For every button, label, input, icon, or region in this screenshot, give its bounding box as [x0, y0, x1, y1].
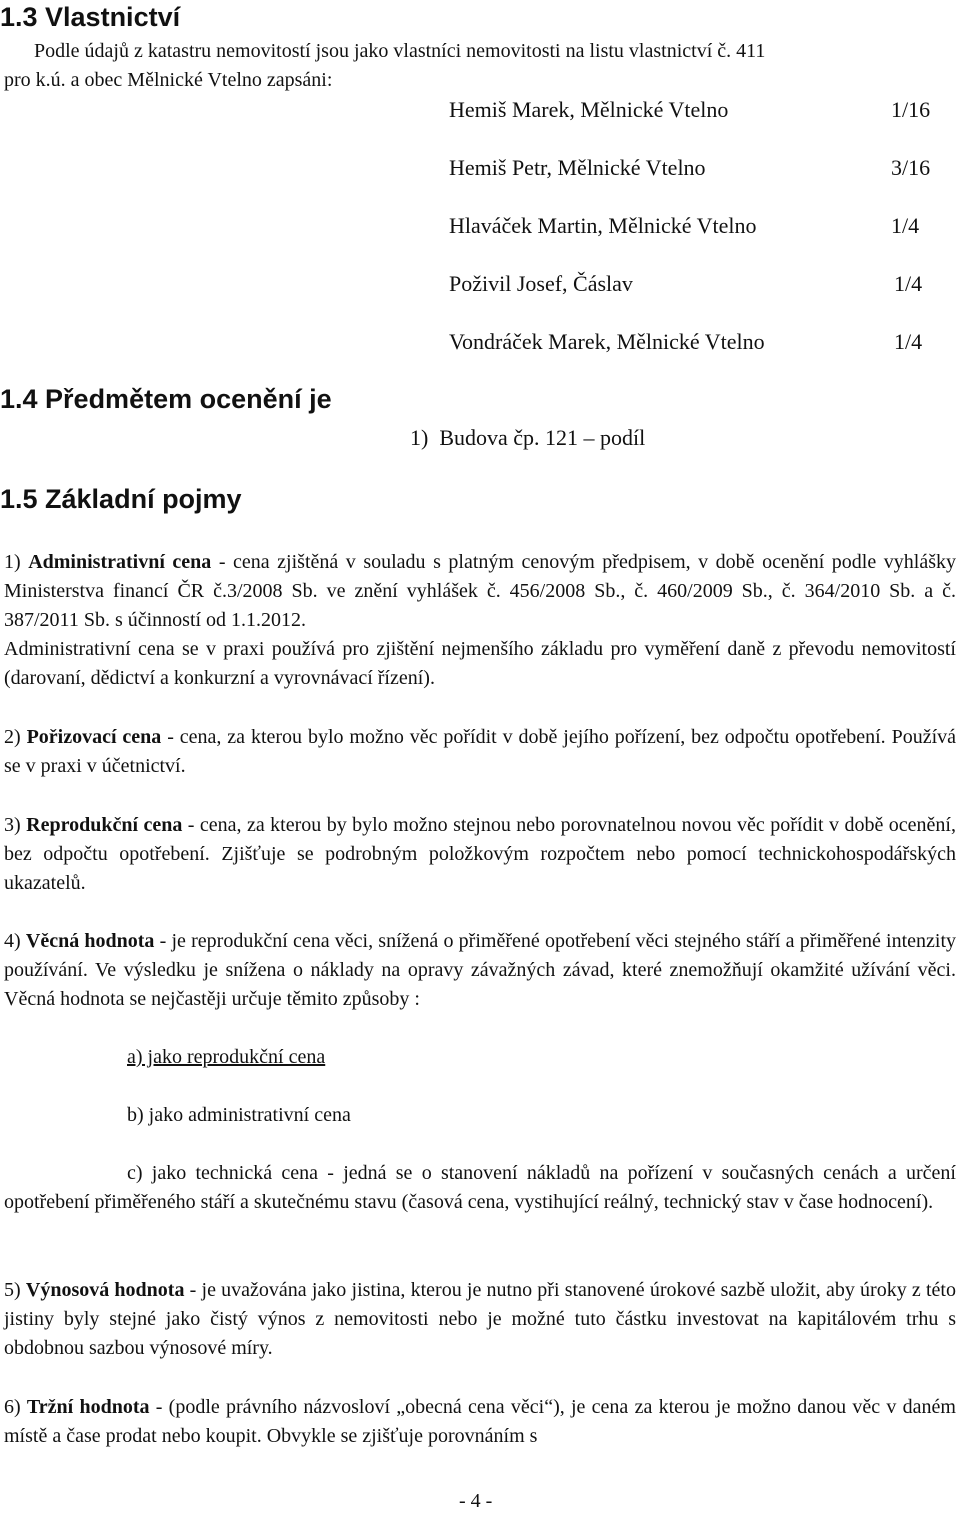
owner-row [449, 327, 939, 357]
page-number: - 4 - [459, 1490, 493, 1512]
owner-row [449, 211, 939, 241]
definition-text: - (podle právního názvosloví „obecná cena věci“), je cena za kterou je možno danou věc v daném místě a čase prodat nebo koupit. Obvykle se zjišťuje porovnáním s [4, 1396, 956, 1447]
owner-name: Hemiš Marek, Mělnické Vtelno [449, 97, 729, 122]
method-a: a) jako reprodukční cena [127, 1046, 326, 1068]
definition-term: Výnosová hodnota [25, 1279, 185, 1301]
definition-number: 2) [4, 726, 27, 748]
definition-number: 6) [4, 1396, 27, 1418]
section-title-1-3: 1.3 Vlastnictví [0, 2, 181, 32]
section-title-1-5: 1.5 Základní pojmy [0, 484, 242, 514]
definition-term: Administrativní cena [28, 551, 212, 573]
definition-number: 3) [4, 814, 27, 836]
definition-number: 4) [4, 930, 26, 952]
owner-name: Hlaváček Martin, Mělnické Vtelno [449, 213, 757, 238]
method-b: b) jako administrativní cena [127, 1104, 351, 1126]
owner-share: 1/4 [891, 213, 920, 238]
owner-share: 1/16 [891, 97, 931, 122]
definition-text: - cena zjištěná v souladu s platným cenovým předpisem, v době ocenění podle vyhlášky Ministerstva financí ČR č.3/2008 Sb. ve znění vyhlášek č. 456/2008 Sb., č. 460/2009 Sb., č. 364/2010 Sb. a č. 387/2011 Sb. s účinností od 1.1.2012. [4, 551, 956, 631]
definition-term: Reprodukční cena [26, 814, 183, 836]
definition-text: - je uvažována jako jistina, kterou je nutno při stanovené úrokové sazbě uložit, aby úroky z této jistiny byly stejné jako čistý výnos z nemovitosti nebo je možné tuto částku investovat na kapitálovém trhu s obdobnou sazbou výnosové míry. [4, 1279, 956, 1359]
owner-name: Hemiš Petr, Mělnické Vtelno [449, 155, 706, 180]
valuation-subject-item: 1) Budova čp. 121 – podíl [410, 425, 646, 450]
definition-administrative-price [4, 548, 956, 635]
definition-text: - cena, za kterou bylo možno věc pořídit v době jejího pořízení, bez odpočtu opotřebení. Používá se v praxi v účetnictví. [4, 726, 956, 777]
owner-row [449, 95, 939, 125]
definition-market-value [4, 1393, 956, 1451]
owner-share: 1/4 [894, 329, 923, 354]
owner-name: Vondráček Marek, Mělnické Vtelno [449, 329, 765, 354]
definition-number: 5) [4, 1279, 26, 1301]
definition-income-value [4, 1276, 956, 1363]
definition-term: Pořizovací cena [26, 726, 162, 748]
ownership-intro-line2: pro k.ú. a obec Mělnické Vtelno zapsáni: [4, 69, 333, 91]
definition-reproduction-price [4, 811, 956, 898]
definition-text: - je reprodukční cena věci, snížená o přiměřené opotřebení věci stejného stáří a přiměřené intenzity používání. Ve výsledku je snížena o náklady na opravy závažných závad, které znemožňují okamžité užívání věci. Věcná hodnota se nejčastěji určuje těmito způsoby : [4, 930, 957, 1010]
section-title-1-4: 1.4 Předmětem ocenění je [0, 384, 332, 414]
owner-row [449, 153, 939, 183]
definition-material-value [4, 927, 956, 1014]
owner-row [449, 269, 939, 299]
method-c: c) jako technická cena - jedná se o stanovení nákladů na pořízení v současných cenách a určení opotřebení přiměřeného stáří a skutečnému stavu (časová cena, vystihující reálný, technický stav v čase hodnocení). [4, 1162, 956, 1213]
definition-number: 1) [4, 551, 29, 573]
definition-acquisition-price [4, 723, 956, 781]
owner-share: 3/16 [891, 155, 931, 180]
ownership-intro-line1: Podle údajů z katastru nemovitostí jsou jako vlastníci nemovitosti na listu vlastnictví č. 411 [34, 40, 766, 62]
owner-name: Poživil Josef, Čáslav [449, 271, 633, 296]
definition-term: Tržní hodnota [26, 1396, 150, 1418]
definition-text: - cena, za kterou by bylo možno stejnou nebo porovnatelnou novou věc pořídit v době ocenění, bez odpočtu opotřebení. Zjišťuje se podrobným položkovým rozpočtem nebo pomocí technickohospodářských ukazatelů. [4, 814, 956, 894]
definition-term: Věcná hodnota [25, 930, 155, 952]
definition-administrative-price-usage: Administrativní cena se v praxi používá pro zjištění nejmenšího základu pro vyměření daně z převodu nemovitostí (darovaní, dědictví a konkurzní a vyrovnávací řízení). [4, 638, 956, 689]
owner-share: 1/4 [894, 271, 923, 296]
